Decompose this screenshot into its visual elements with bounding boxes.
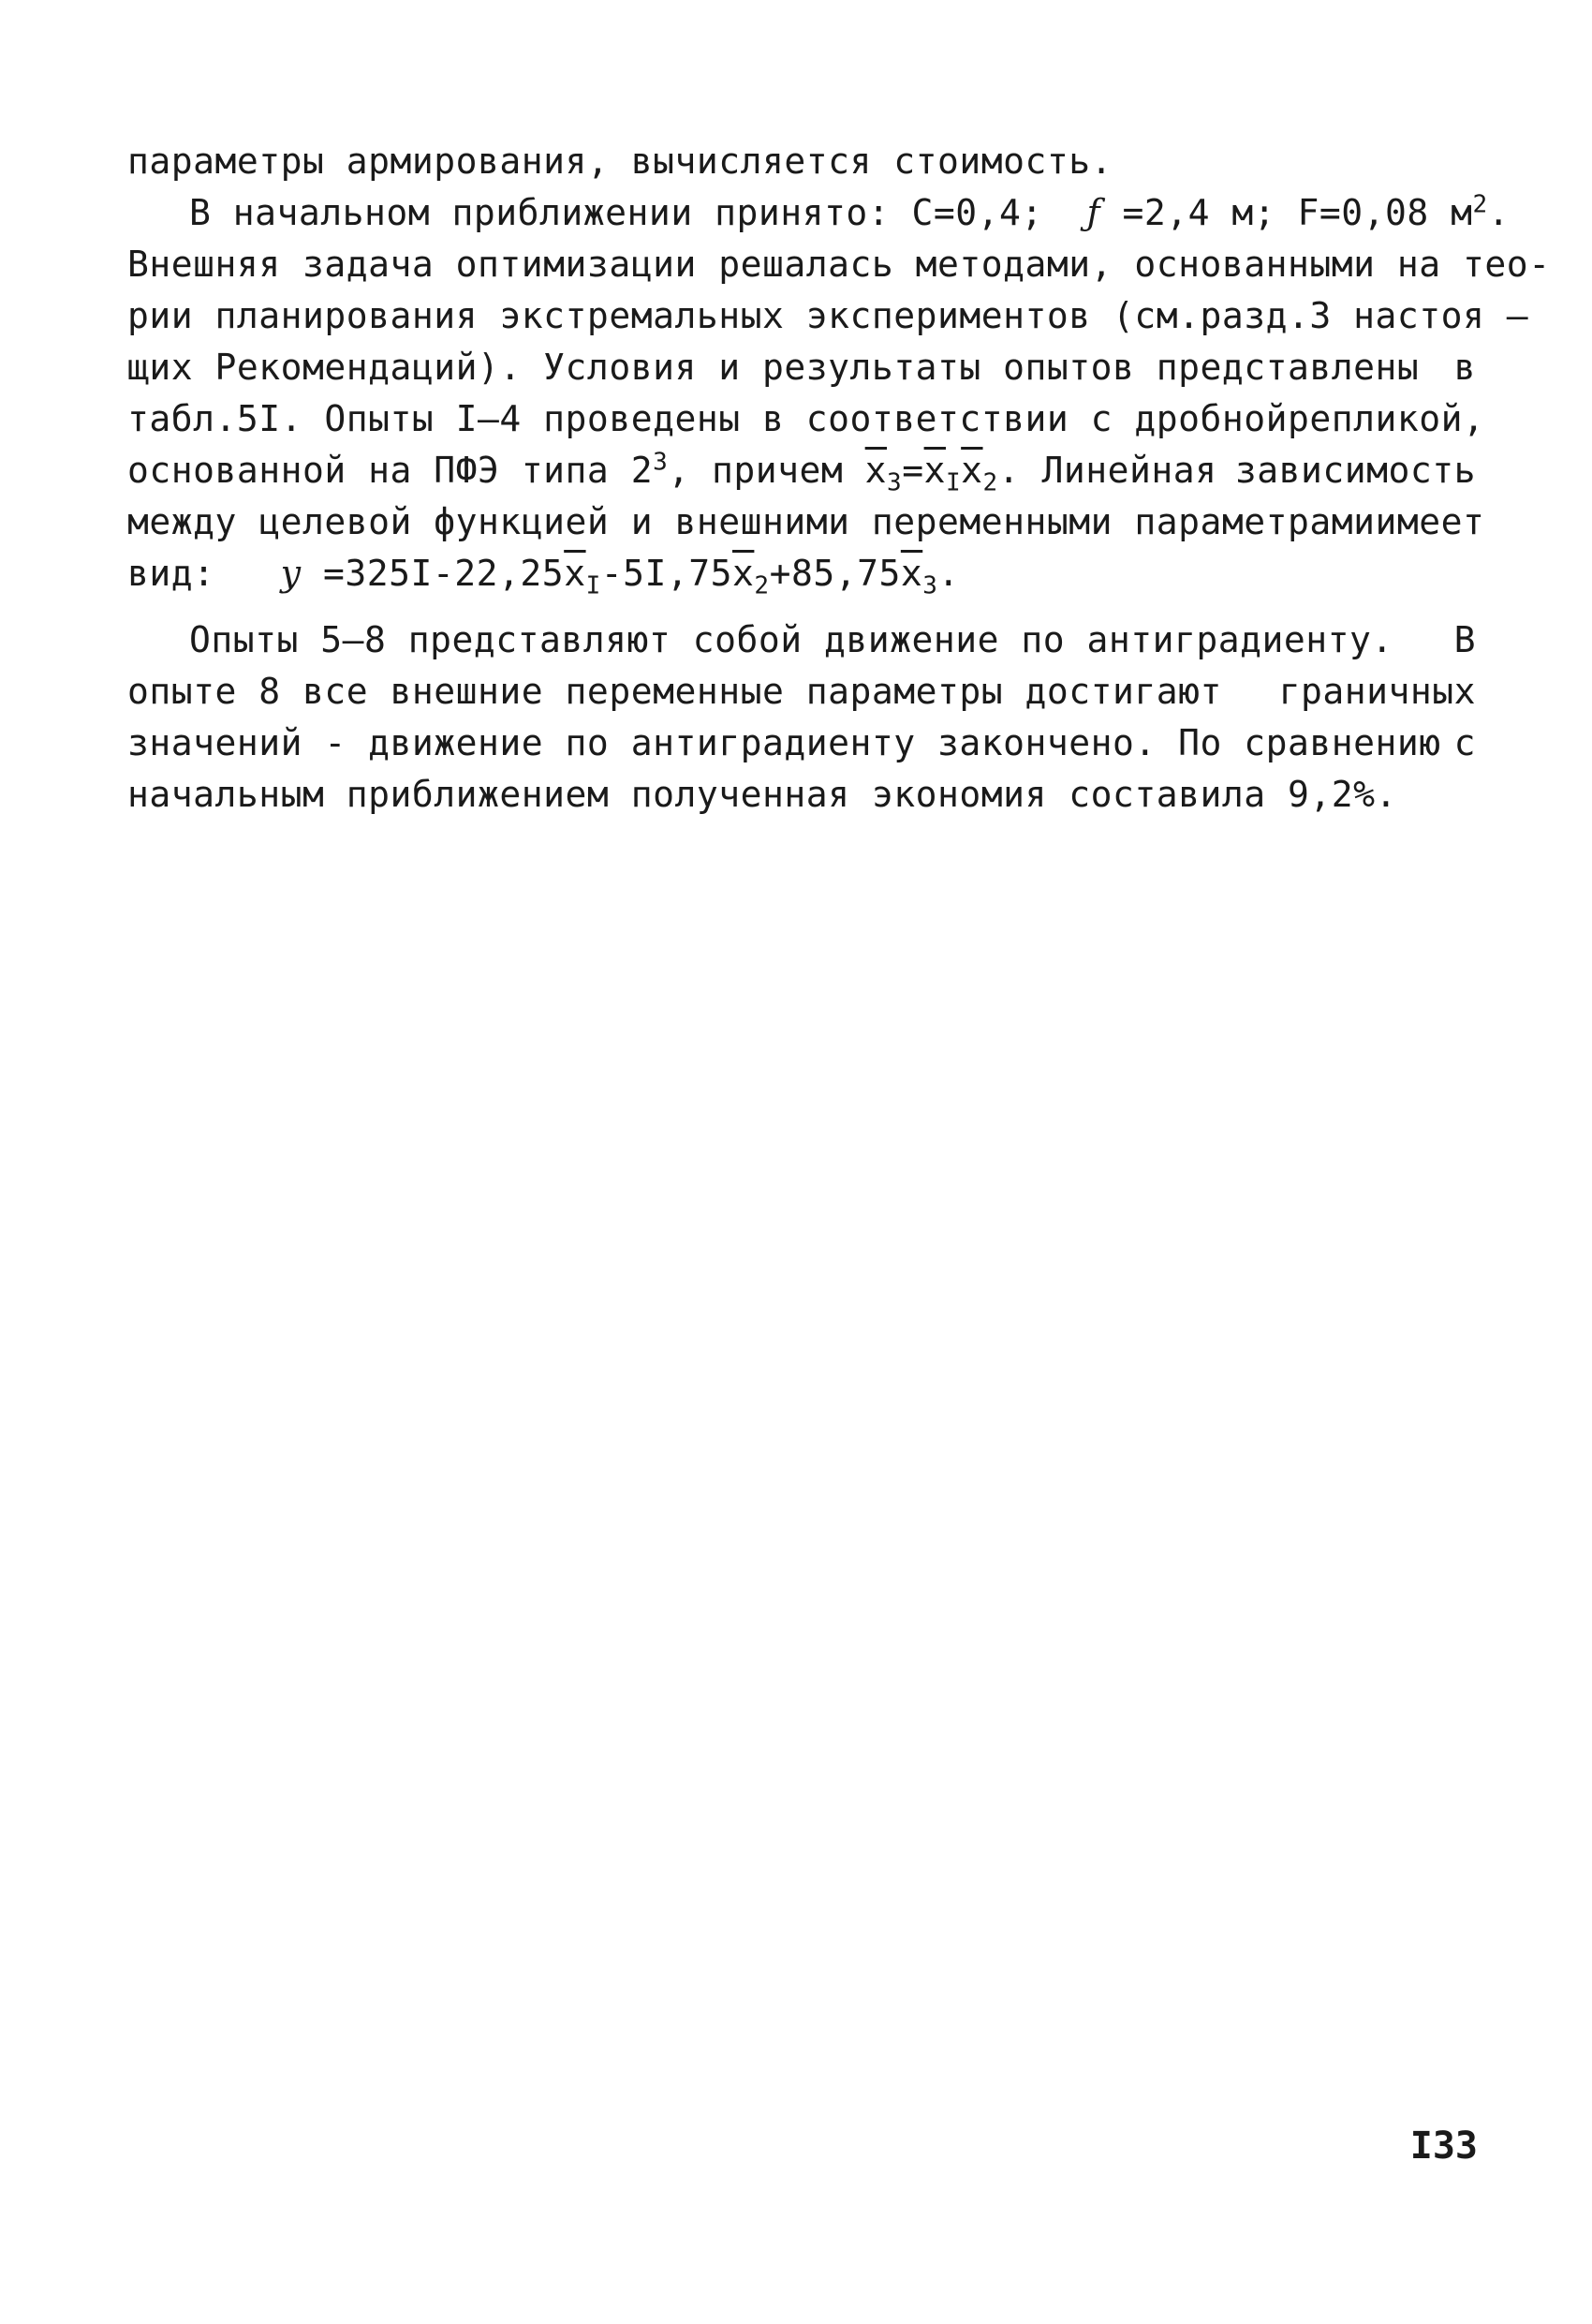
text-span: . Линейная	[997, 450, 1217, 491]
text-span: табл.5I. Опыты I–4 проведены в соответствии с дробной	[127, 398, 1289, 439]
text-span: В	[1453, 619, 1476, 660]
text-span: .	[1487, 192, 1511, 233]
text-span: В начальном приближении принято: С=0,4;	[189, 192, 1043, 233]
superscript: 2	[1472, 190, 1488, 219]
variable-x-bar: $\overline{x}$	[900, 553, 923, 594]
text-line	[127, 496, 1485, 548]
text-span: основанной на ПФЭ типа 2	[127, 450, 654, 491]
text-line	[127, 342, 1476, 393]
text-span: граничных	[1278, 671, 1476, 712]
variable-f: ƒ	[1086, 192, 1101, 233]
text-span: .	[937, 553, 960, 594]
variable-x-bar: $\overline{x}$	[923, 450, 946, 491]
text-line	[127, 239, 1551, 290]
text-line	[127, 445, 1476, 496]
subscript: 2	[982, 468, 998, 497]
text-span: в	[1453, 347, 1476, 388]
formula-span	[127, 445, 1216, 496]
text-line-content: рии планирования экстремальных экспериментов (см.разд.3 настоя —	[127, 295, 1529, 336]
text-span: вид:	[127, 553, 215, 594]
text-span: +85,75	[769, 553, 901, 594]
variable-x-bar: $\overline{x}$	[961, 450, 983, 491]
text-line-content: Внешняя задача оптимизации решалась методами, основанными на тео-	[127, 244, 1551, 285]
text-span: =	[902, 450, 924, 491]
text-span: репликой,	[1288, 398, 1485, 439]
text-span: опыте 8 все внешние переменные параметры достигают	[127, 671, 1222, 712]
variable-x-bar: $\overline{x}$	[864, 450, 888, 491]
paragraph-2	[127, 614, 1476, 821]
text-span: Опыты 5–8 представляют собой движение по антиградиенту.	[189, 619, 1393, 660]
subscript: I	[945, 468, 962, 497]
text-span: имеет	[1375, 501, 1485, 542]
text-span: щих Рекомендаций). Условия и результаты опытов представлены	[127, 347, 1420, 388]
text-span: значений - движение по антиградиенту закончено. По сравнению	[127, 722, 1441, 763]
superscript: 3	[653, 448, 669, 477]
text-line	[127, 718, 1476, 769]
variable-x-bar: $\overline{x}$	[564, 553, 586, 594]
text-line-content: начальным приближением полученная экономия составила 9,2%.	[127, 774, 1397, 815]
formula-line	[127, 548, 1476, 600]
text-span: с	[1453, 722, 1476, 763]
subscript: 3	[887, 468, 903, 497]
text-line-content: параметры армирования, вычисляется стоимость.	[127, 141, 1113, 182]
text-line	[127, 769, 1476, 821]
text-line	[127, 187, 1511, 239]
text-line	[127, 290, 1529, 342]
text-span: между целевой функцией и внешними переменными параметрами	[127, 501, 1376, 542]
paragraph-1	[127, 136, 1551, 600]
subscript: 2	[754, 571, 770, 600]
page-number: I33	[1409, 2124, 1478, 2168]
text-span: зависимость	[1234, 450, 1476, 491]
text-line	[127, 393, 1485, 445]
text-line	[127, 614, 1476, 666]
text-span: -5I,75	[600, 553, 733, 594]
text-span: , причем	[668, 450, 844, 491]
subscript: 3	[922, 571, 938, 600]
text-span: =2,4 м; F=0,08 м	[1122, 192, 1473, 233]
text-line	[127, 136, 1476, 187]
variable-y: y	[280, 553, 302, 594]
text-line	[127, 666, 1476, 718]
subscript: I	[585, 571, 601, 600]
variable-x-bar: $\overline{x}$	[732, 553, 755, 594]
text-span: =325I-22,25	[323, 553, 565, 594]
